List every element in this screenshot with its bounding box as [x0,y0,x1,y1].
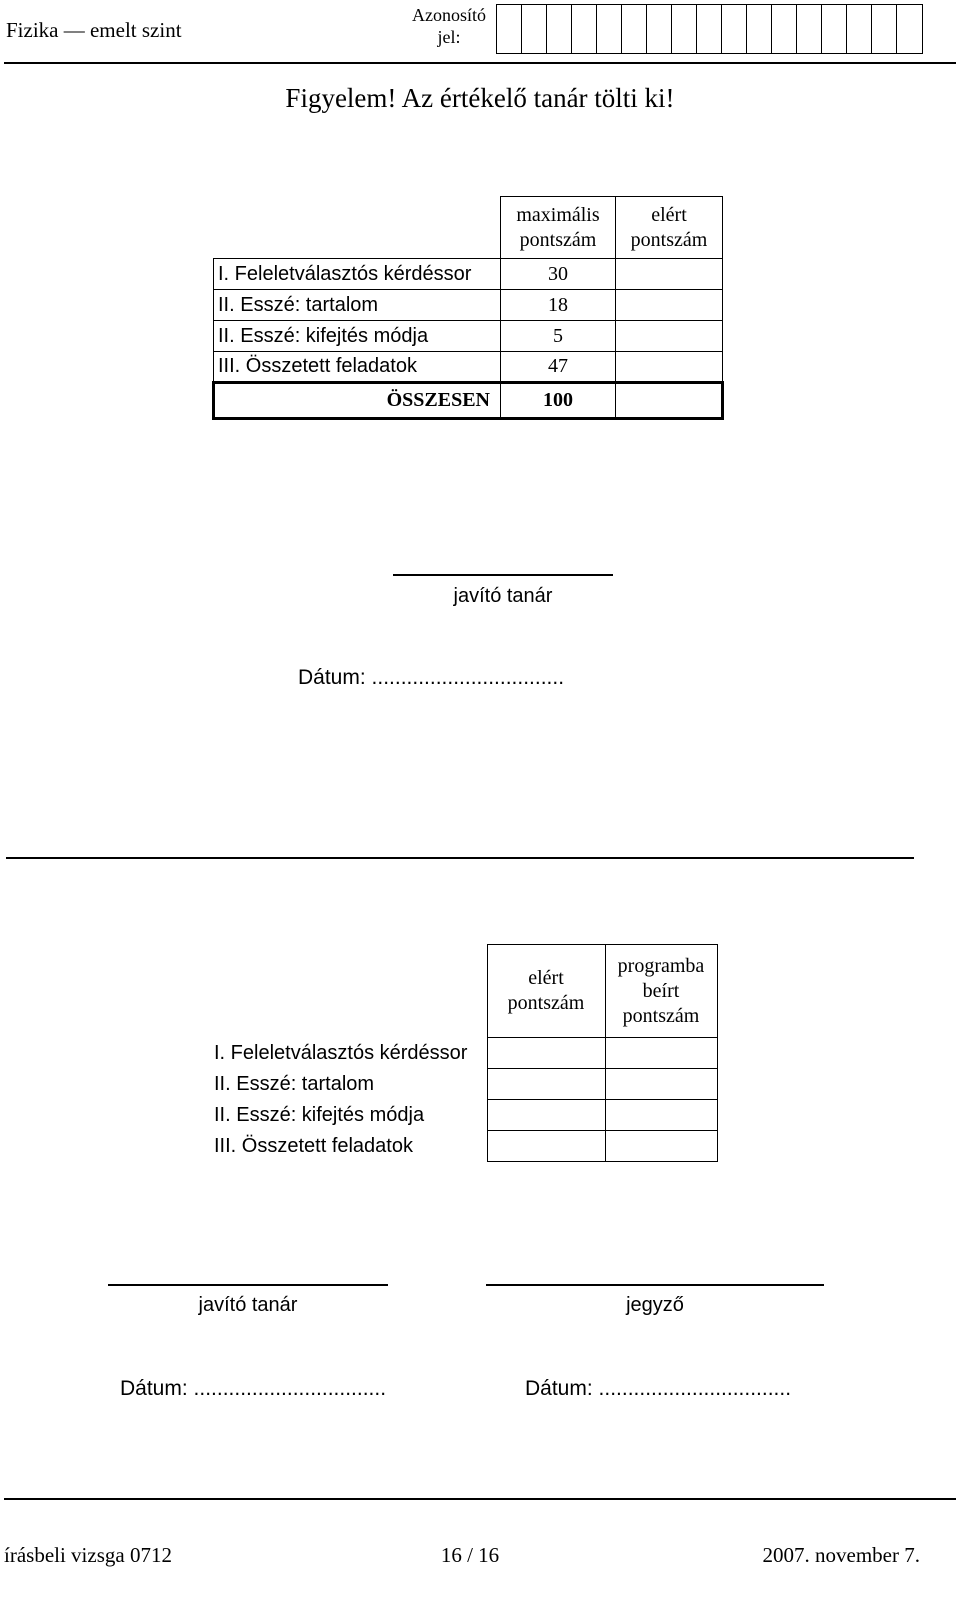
total-achieved-cell[interactable] [616,383,723,419]
date-field[interactable]: Dátum: ................................. [298,666,565,689]
id-code-box[interactable] [622,5,647,53]
achieved-input-cell[interactable] [616,290,723,321]
id-code-box[interactable] [597,5,622,53]
exam-subject: Fizika — emelt szint [6,18,182,42]
row-label: II. Esszé: kifejtés módja [214,321,501,352]
table-row [210,1069,717,1100]
footer-rule [4,1498,956,1500]
signature-line-teacher[interactable] [108,1284,388,1286]
signature-line[interactable] [393,574,613,576]
program-input-cell[interactable] [605,1069,717,1100]
id-code-box[interactable] [647,5,672,53]
id-code-box[interactable] [872,5,897,53]
row-max: 30 [501,259,616,290]
achieved-input-cell[interactable] [487,1069,605,1100]
id-code-box[interactable] [497,5,522,53]
table-row [214,321,723,352]
date-field-notary[interactable]: Dátum: ................................. [525,1377,792,1400]
id-code-box[interactable] [822,5,847,53]
table-row [214,290,723,321]
total-row [214,383,723,419]
footer-exam-code: írásbeli vizsga 0712 [4,1543,172,1567]
row-label: I. Feleletválasztós kérdéssor [214,1041,468,1064]
row-label: II. Esszé: tartalom [214,290,501,321]
row-label: III. Összetett feladatok [214,1134,413,1157]
achieved-input-cell[interactable] [487,1038,605,1069]
id-code-box[interactable] [572,5,597,53]
row-max: 5 [501,321,616,352]
warning-heading: Figyelem! Az értékelő tanár tölti ki! [285,83,675,113]
section-divider [6,857,914,859]
signature-label-notary: jegyző [626,1294,684,1316]
achieved-input-cell[interactable] [616,259,723,290]
id-code-box[interactable] [697,5,722,53]
table-row [210,1038,717,1069]
total-label: ÖSSZESEN [214,383,501,419]
col-achieved-points: elért pontszám [616,197,723,259]
signature-label: javító tanár [453,585,553,607]
score-table [212,196,724,420]
row-max: 47 [501,352,616,383]
achieved-input-cell[interactable] [487,1100,605,1131]
signature-line-notary[interactable] [486,1284,824,1286]
row-label: III. Összetett feladatok [214,352,501,383]
table-row [214,259,723,290]
program-table [210,944,718,1162]
program-input-cell[interactable] [605,1131,717,1162]
date-field-teacher[interactable]: Dátum: ................................. [120,1377,387,1400]
id-code-box[interactable] [672,5,697,53]
col-program-points: programba beírt pontszám [605,945,717,1038]
row-max: 18 [501,290,616,321]
score-table-header [214,197,723,259]
program-input-cell[interactable] [605,1100,717,1131]
id-code-box[interactable] [772,5,797,53]
row-label: II. Esszé: tartalom [214,1072,375,1095]
id-code-boxes[interactable] [496,4,923,54]
signature-label-teacher: javító tanár [198,1294,298,1316]
program-input-cell[interactable] [605,1038,717,1069]
footer-page-number: 16 / 16 [440,1543,500,1567]
table-row [210,1100,717,1131]
id-code-box[interactable] [522,5,547,53]
id-code-box[interactable] [722,5,747,53]
id-label: Azonosító jel: [412,5,486,47]
id-code-box[interactable] [897,5,922,53]
row-label: II. Esszé: kifejtés módja [214,1103,425,1126]
col-max-points: maximális pontszám [501,197,616,259]
achieved-input-cell[interactable] [616,352,723,383]
achieved-input-cell[interactable] [616,321,723,352]
id-code-box[interactable] [747,5,772,53]
col-achieved-points: elért pontszám [487,945,605,1038]
id-code-box[interactable] [547,5,572,53]
total-max: 100 [501,383,616,419]
id-code-box[interactable] [797,5,822,53]
row-label: I. Feleletválasztós kérdéssor [214,259,501,290]
id-code-box[interactable] [847,5,872,53]
table-row [210,1131,717,1162]
achieved-input-cell[interactable] [487,1131,605,1162]
footer-date: 2007. november 7. [762,1543,920,1567]
table-row [214,352,723,383]
header-rule [4,62,956,64]
program-table-header [210,945,717,1038]
